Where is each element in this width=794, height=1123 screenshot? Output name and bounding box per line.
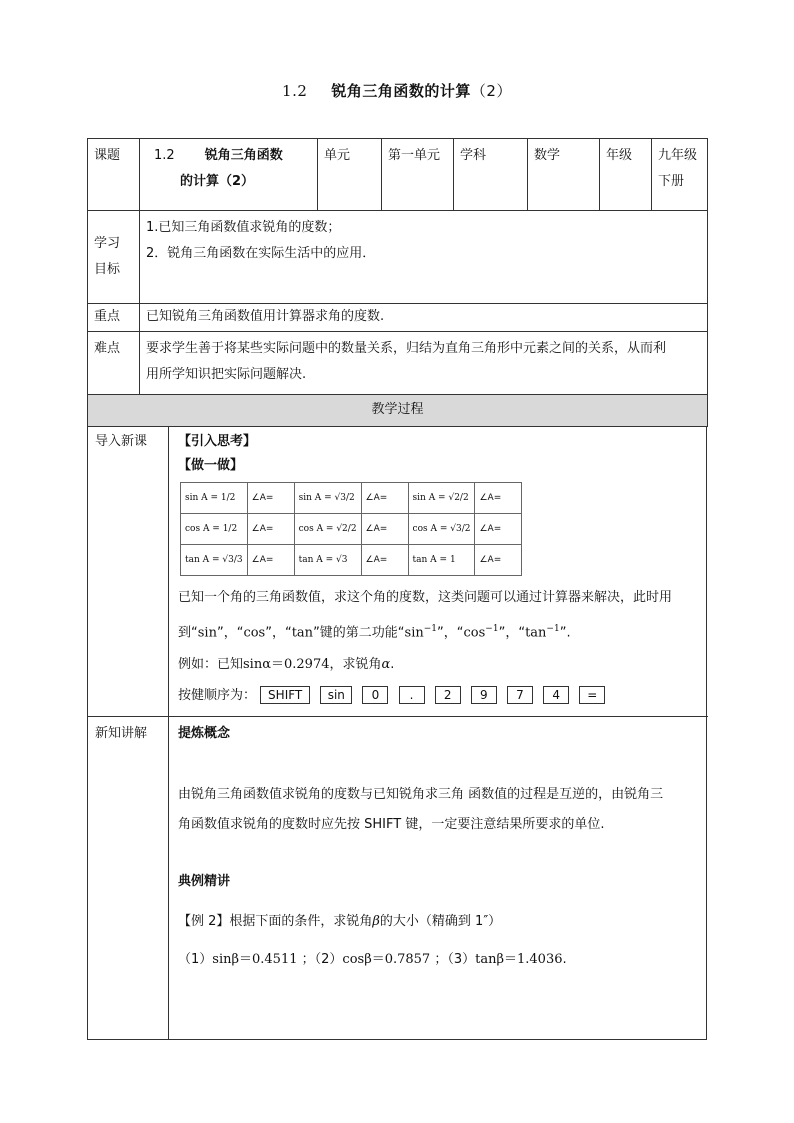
key-point-text: 已知锐角三角函数值用计算器求角的度数.: [140, 304, 708, 332]
angle-cell: ∠A=: [247, 483, 294, 514]
cell-grade-label: 年级: [600, 139, 652, 211]
trig-table: [180, 482, 522, 576]
trig-cell: cos A = √2/2: [294, 514, 361, 545]
difficulty-label: 难点: [88, 332, 140, 395]
new-heading-example: 典例精讲: [178, 874, 231, 889]
new-content: [178, 722, 703, 972]
key-sin: sin: [197, 625, 217, 641]
key-9: 9: [471, 686, 497, 704]
goals-row: [88, 211, 708, 304]
example-2-questions: [178, 948, 703, 972]
title-number: 1.2: [282, 82, 308, 100]
text: 到“: [178, 625, 198, 641]
grade-line2: 下册: [658, 174, 685, 189]
intro-paragraph-1: 已知一个角的三角函数值，求这个角的度数，这类问题可以通过计算器来解决，此时用: [178, 590, 673, 605]
angle-cell: ∠A=: [247, 514, 294, 545]
grade-line1: 九年级: [658, 148, 698, 163]
key-4: 4: [543, 686, 569, 704]
trig-cell: sin A = 1/2: [181, 483, 248, 514]
text: ”键的第二功能“: [313, 625, 405, 641]
inverse-sup: −1: [485, 624, 499, 634]
text: ，求锐角: [329, 657, 382, 673]
trig-cell: tan A = √3/3: [181, 545, 248, 576]
key-asin: sin: [404, 625, 424, 641]
subject-title-b: 的计算（2）: [180, 174, 255, 189]
inverse-sup: −1: [546, 624, 560, 634]
cell-subject-label: 课题: [88, 139, 140, 211]
q2-label: ；（2）: [301, 952, 343, 967]
q1-equation: sinβ＝0.4511: [212, 952, 298, 967]
cell-discipline-label: 学科: [454, 139, 528, 211]
key-dot: .: [399, 686, 425, 704]
trig-cell: cos A = 1/2: [181, 514, 248, 545]
difficulty-row: [88, 332, 708, 395]
intro-content: [178, 430, 703, 710]
goals-label: [88, 211, 140, 304]
trig-cell: sin A = √2/2: [408, 483, 475, 514]
new-paragraph-1: 由锐角三角函数值求锐角的度数与已知锐角求三角 函数值的过程是互逆的，由锐角三: [178, 787, 664, 802]
key-sequence: [178, 682, 703, 710]
header-row: [88, 139, 708, 211]
alpha-symbol: α: [381, 657, 391, 673]
key-2: 2: [435, 686, 461, 704]
angle-cell: ∠A=: [475, 514, 522, 545]
difficulty-content: [140, 332, 708, 395]
example-equation: sinα＝0.2974: [243, 657, 330, 673]
angle-cell: ∠A=: [247, 545, 294, 576]
goals-label-a: 学习: [94, 236, 121, 251]
title-suffix: （2）: [470, 82, 512, 100]
page-title: [0, 80, 794, 101]
q3-label: ；（3）: [434, 952, 476, 967]
angle-cell: ∠A=: [361, 545, 408, 576]
text: .: [390, 657, 395, 673]
cell-unit-value: 第一单元: [382, 139, 454, 211]
process-body: [87, 426, 707, 1040]
cell-subject-value: [140, 139, 318, 211]
text: 例如：已知: [178, 657, 244, 673]
example-2: [178, 910, 703, 934]
lesson-plan-table: [87, 138, 708, 427]
key-point-label: 重点: [88, 304, 140, 332]
goals-label-b: 目标: [94, 262, 121, 277]
q2-equation: cosβ＝0.7857: [342, 952, 431, 967]
trig-cell: cos A = √3/2: [408, 514, 475, 545]
key-sin-button: sin: [320, 686, 352, 704]
key-atan: tan: [525, 625, 547, 641]
beta-symbol: β: [372, 914, 380, 929]
text: ”，“: [265, 625, 292, 641]
process-header-row: [88, 395, 708, 427]
intro-paragraph-2: [178, 614, 703, 648]
goal-1: 1.已知三角函数值求锐角的度数；: [146, 220, 341, 235]
angle-cell: ∠A=: [361, 483, 408, 514]
text: ”，“: [437, 625, 464, 641]
angle-cell: ∠A=: [361, 514, 408, 545]
trig-cell: sin A = √3/2: [294, 483, 361, 514]
text: 【例 2】根据下面的条件，求锐角: [178, 914, 373, 929]
goal-2: 2．锐角三角函数在实际生活中的应用．: [146, 246, 376, 261]
subject-title-a: 锐角三角函数: [204, 148, 283, 163]
title-text: 锐角三角函数的计算: [331, 82, 471, 100]
key-point-row: [88, 304, 708, 332]
new-heading-concept: 提炼概念: [178, 726, 231, 741]
cell-unit-label: 单元: [318, 139, 382, 211]
q3-equation: tanβ＝1.4036: [475, 952, 563, 967]
section-divider: [88, 716, 708, 717]
q1-label: （1）: [178, 952, 213, 967]
intro-heading-think: 【引入思考】: [178, 434, 257, 449]
angle-cell: ∠A=: [475, 545, 522, 576]
trig-cell: tan A = √3: [294, 545, 361, 576]
difficulty-line2: 用所学知识把实际问题解决.: [146, 367, 307, 382]
cell-grade-value: [652, 139, 708, 211]
angle-cell: ∠A=: [475, 483, 522, 514]
key-equals: =: [579, 686, 605, 704]
key-sequence-label: 按健顺序为：: [178, 688, 257, 704]
text: ”.: [559, 625, 571, 641]
text: 的大小（精确到 1″）: [379, 914, 502, 929]
key-7: 7: [507, 686, 533, 704]
text: .: [562, 952, 567, 967]
intro-heading-do: 【做一做】: [178, 458, 244, 473]
key-0: 0: [362, 686, 388, 704]
new-label: 新知讲解: [95, 726, 148, 741]
subject-number: 1.2: [154, 148, 175, 163]
intro-example: [178, 648, 703, 682]
text: ”，“: [498, 625, 526, 641]
cell-discipline-value: 数学: [528, 139, 600, 211]
inverse-sup: −1: [423, 624, 438, 634]
key-acos: cos: [463, 625, 486, 641]
trig-cell: tan A = 1: [408, 545, 475, 576]
intro-label: 导入新课: [95, 434, 148, 449]
key-shift: SHIFT: [260, 686, 310, 704]
key-tan: tan: [291, 625, 314, 641]
key-cos: cos: [243, 625, 266, 641]
process-divider: [168, 426, 169, 1039]
goals-content: [140, 211, 708, 304]
difficulty-line1: 要求学生善于将某些实际问题中的数量关系，归结为直角三角形中元素之间的关系，从而利: [146, 341, 667, 356]
new-paragraph-2: 角函数值求锐角的度数时应先按 SHIFT 键，一定要注意结果所要求的单位.: [178, 817, 605, 832]
process-header: 教学过程: [88, 395, 708, 427]
text: ”，“: [216, 625, 244, 641]
